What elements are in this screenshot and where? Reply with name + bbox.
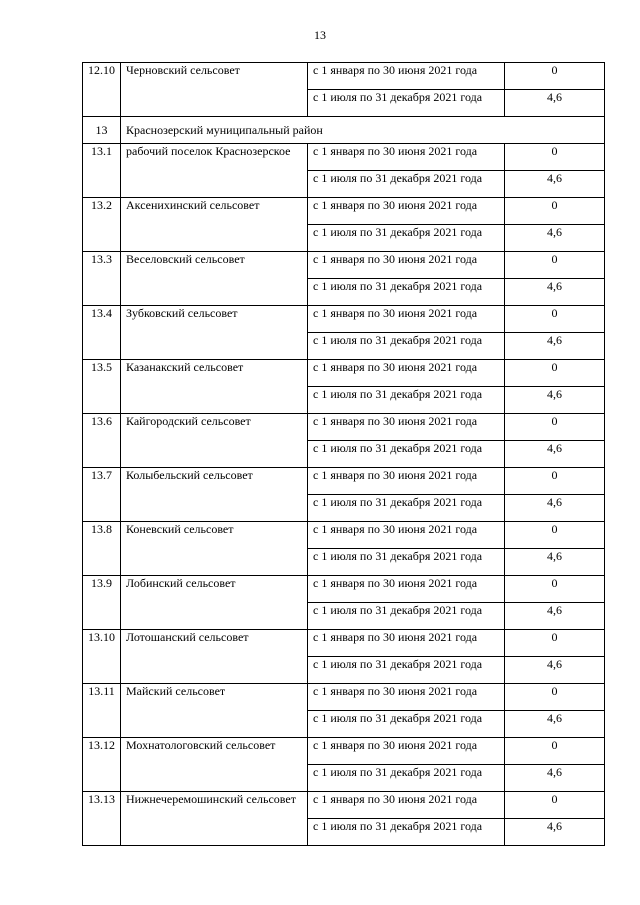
value-cell: 4,6 xyxy=(505,603,605,630)
row-number: 13.13 xyxy=(83,792,121,846)
value-cell: 4,6 xyxy=(505,279,605,306)
period-cell: с 1 января по 30 июня 2021 года xyxy=(308,414,505,441)
table-row xyxy=(83,468,605,495)
row-number: 13.7 xyxy=(83,468,121,522)
period-cell: с 1 июля по 31 декабря 2021 года xyxy=(308,441,505,468)
value-cell: 0 xyxy=(505,684,605,711)
period-cell: с 1 июля по 31 декабря 2021 года xyxy=(308,657,505,684)
municipality-name: Колыбельский сельсовет xyxy=(121,468,308,522)
value-cell: 0 xyxy=(505,306,605,333)
municipality-name: Казанакский сельсовет xyxy=(121,360,308,414)
municipality-name: Мохнатологовский сельсовет xyxy=(121,738,308,792)
period-cell: с 1 января по 30 июня 2021 года xyxy=(308,468,505,495)
tariff-table xyxy=(82,62,605,846)
period-cell: с 1 января по 30 июня 2021 года xyxy=(308,738,505,765)
table-row xyxy=(83,792,605,819)
period-cell: с 1 июля по 31 декабря 2021 года xyxy=(308,171,505,198)
value-cell: 4,6 xyxy=(505,711,605,738)
table-row xyxy=(83,576,605,603)
value-cell: 4,6 xyxy=(505,171,605,198)
table-body xyxy=(83,63,605,846)
period-cell: с 1 января по 30 июня 2021 года xyxy=(308,792,505,819)
municipality-name: Лобинский сельсовет xyxy=(121,576,308,630)
period-cell: с 1 января по 30 июня 2021 года xyxy=(308,522,505,549)
period-cell: с 1 июля по 31 декабря 2021 года xyxy=(308,603,505,630)
municipality-name: Лотошанский сельсовет xyxy=(121,630,308,684)
value-cell: 0 xyxy=(505,198,605,225)
table-row xyxy=(83,63,605,90)
table-row xyxy=(83,414,605,441)
table-row xyxy=(83,522,605,549)
table-row xyxy=(83,198,605,225)
table-row xyxy=(83,306,605,333)
value-cell: 0 xyxy=(505,360,605,387)
row-number: 13.2 xyxy=(83,198,121,252)
value-cell: 4,6 xyxy=(505,387,605,414)
value-cell: 0 xyxy=(505,468,605,495)
section-row xyxy=(83,117,605,144)
value-cell: 4,6 xyxy=(505,495,605,522)
row-number: 13.5 xyxy=(83,360,121,414)
section-number: 13 xyxy=(83,117,121,144)
period-cell: с 1 января по 30 июня 2021 года xyxy=(308,360,505,387)
municipality-name: Аксенихинский сельсовет xyxy=(121,198,308,252)
value-cell: 4,6 xyxy=(505,333,605,360)
row-number: 13.11 xyxy=(83,684,121,738)
page-number: 13 xyxy=(314,28,326,42)
municipality-name: Майский сельсовет xyxy=(121,684,308,738)
period-cell: с 1 января по 30 июня 2021 года xyxy=(308,684,505,711)
municipality-name: Веселовский сельсовет xyxy=(121,252,308,306)
municipality-name: Кайгородский сельсовет xyxy=(121,414,308,468)
value-cell: 0 xyxy=(505,576,605,603)
value-cell: 0 xyxy=(505,252,605,279)
period-cell: с 1 января по 30 июня 2021 года xyxy=(308,144,505,171)
section-title: Краснозерский муниципальный район xyxy=(121,117,605,144)
table-row xyxy=(83,360,605,387)
period-cell: с 1 января по 30 июня 2021 года xyxy=(308,306,505,333)
value-cell: 4,6 xyxy=(505,765,605,792)
value-cell: 4,6 xyxy=(505,657,605,684)
row-number: 13.10 xyxy=(83,630,121,684)
table-row xyxy=(83,684,605,711)
period-cell: с 1 января по 30 июня 2021 года xyxy=(308,576,505,603)
row-number: 13.12 xyxy=(83,738,121,792)
table-row xyxy=(83,630,605,657)
row-number: 13.6 xyxy=(83,414,121,468)
value-cell: 4,6 xyxy=(505,819,605,846)
period-cell: с 1 января по 30 июня 2021 года xyxy=(308,252,505,279)
period-cell: с 1 января по 30 июня 2021 года xyxy=(308,198,505,225)
value-cell: 4,6 xyxy=(505,225,605,252)
value-cell: 0 xyxy=(505,63,605,90)
period-cell: с 1 января по 30 июня 2021 года xyxy=(308,63,505,90)
table-row xyxy=(83,252,605,279)
period-cell: с 1 января по 30 июня 2021 года xyxy=(308,630,505,657)
municipality-name: Зубковский сельсовет xyxy=(121,306,308,360)
row-number: 13.3 xyxy=(83,252,121,306)
table-row xyxy=(83,738,605,765)
period-cell: с 1 июля по 31 декабря 2021 года xyxy=(308,495,505,522)
period-cell: с 1 июля по 31 декабря 2021 года xyxy=(308,819,505,846)
municipality-name: Коневский сельсовет xyxy=(121,522,308,576)
row-number: 13.9 xyxy=(83,576,121,630)
period-cell: с 1 июля по 31 декабря 2021 года xyxy=(308,387,505,414)
municipality-name: рабочий поселок Краснозерское xyxy=(121,144,308,198)
value-cell: 0 xyxy=(505,792,605,819)
municipality-name: Нижнечеремошинский сельсовет xyxy=(121,792,308,846)
value-cell: 0 xyxy=(505,522,605,549)
value-cell: 0 xyxy=(505,630,605,657)
value-cell: 0 xyxy=(505,738,605,765)
value-cell: 4,6 xyxy=(505,549,605,576)
period-cell: с 1 июля по 31 декабря 2021 года xyxy=(308,225,505,252)
row-number: 12.10 xyxy=(83,63,121,117)
row-number: 13.8 xyxy=(83,522,121,576)
period-cell: с 1 июля по 31 декабря 2021 года xyxy=(308,90,505,117)
value-cell: 0 xyxy=(505,414,605,441)
table-row xyxy=(83,144,605,171)
period-cell: с 1 июля по 31 декабря 2021 года xyxy=(308,765,505,792)
value-cell: 4,6 xyxy=(505,441,605,468)
value-cell: 4,6 xyxy=(505,90,605,117)
period-cell: с 1 июля по 31 декабря 2021 года xyxy=(308,333,505,360)
row-number: 13.4 xyxy=(83,306,121,360)
period-cell: с 1 июля по 31 декабря 2021 года xyxy=(308,549,505,576)
period-cell: с 1 июля по 31 декабря 2021 года xyxy=(308,711,505,738)
value-cell: 0 xyxy=(505,144,605,171)
period-cell: с 1 июля по 31 декабря 2021 года xyxy=(308,279,505,306)
row-number: 13.1 xyxy=(83,144,121,198)
municipality-name: Черновский сельсовет xyxy=(121,63,308,117)
